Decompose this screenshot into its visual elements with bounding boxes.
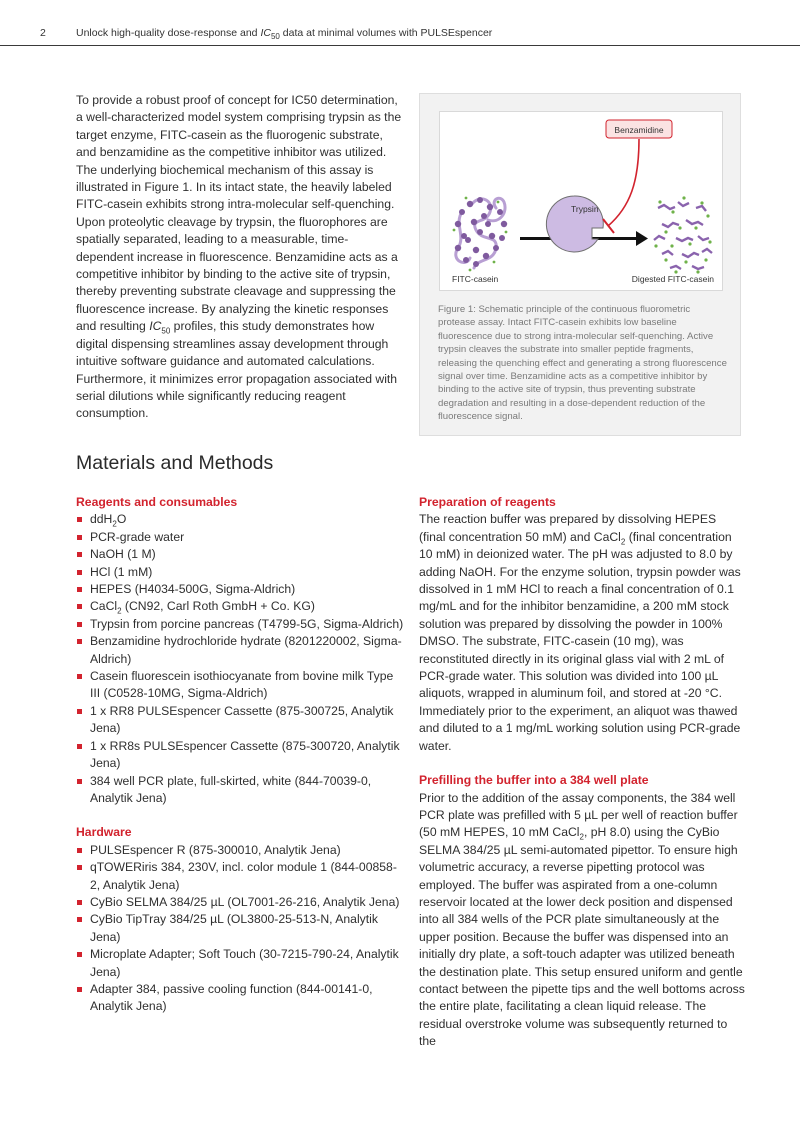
prefill-text-2: , pH 8.0) using the CyBio SELMA 384/25 µL semi-automated pipettor. To ensure high volumetric accuracy, a reverse pipetting protocol was employed. The buffer was aspirated from a one-column reservoir located at the lower deck position and dispensed into all 384 wells of the PCR plate simultaneously at the upper position. Because the buffer was dispensed into an initially dry plate, a soft-touch adapter was utilized beneath the destination plate. This setup ensured uniform and gentle contact between the pipette tips and the well bottoms across the entire plate, facilitating a clean liquid release. The residual overstroke volume was subsequently returned to the	[419, 825, 745, 1049]
list-item-text: HEPES (H4034-500G, Sigma-Aldrich)	[90, 582, 296, 597]
list-item	[76, 842, 406, 859]
list-item-text: CaCl	[90, 599, 118, 614]
list-item-text: Trypsin from porcine pancreas (T4799-5G, Sigma-Aldrich)	[90, 616, 404, 631]
reaction-arrow-head	[636, 231, 648, 246]
header-rule	[0, 45, 800, 46]
list-item-subscript: 2	[117, 606, 122, 616]
intro-ic-sub: 50	[161, 326, 171, 336]
label-substrate: FITC-casein	[452, 274, 499, 284]
list-item-text: qTOWERiris 384, 230V, incl. color module 1 (844-00858-2, Analytik Jena)	[90, 860, 397, 892]
list-item	[76, 911, 406, 946]
page-header	[0, 0, 800, 46]
prefill-paragraph	[419, 790, 745, 1051]
list-item	[76, 738, 406, 773]
list-item	[76, 529, 406, 546]
list-item	[76, 668, 406, 703]
list-item-text: PCR-grade water	[90, 529, 185, 544]
list-item	[76, 616, 406, 633]
list-item-text: HCl (1 mM)	[90, 564, 153, 579]
list-item	[76, 633, 406, 668]
list-item	[76, 581, 406, 598]
list-item	[76, 859, 406, 894]
list-item-text: 1 x RR8s PULSEspencer Cassette (875-300720, Analytik Jena)	[90, 738, 400, 771]
intro-ic: IC	[149, 319, 162, 334]
prep-paragraph	[419, 511, 745, 755]
list-item-text: CyBio SELMA 384/25 µL (OL7001-26-216, Analytik Jena)	[90, 894, 400, 909]
list-item-text: Adapter 384, passive cooling function (844-00141-0, Analytik Jena)	[90, 981, 373, 1014]
spacer	[76, 807, 406, 824]
list-item-text: Microplate Adapter; Soft Touch (30-7215-790-24, Analytik Jena)	[90, 947, 399, 979]
figure-diagram	[439, 111, 723, 291]
left-column	[76, 494, 406, 1016]
prefill-heading: Prefilling the buffer into a 384 well plate	[419, 773, 649, 788]
list-item	[76, 894, 406, 911]
reagents-heading: Reagents and consumables	[76, 495, 238, 509]
header-title-pre: Unlock high-quality dose-response and	[76, 27, 261, 39]
hardware-heading: Hardware	[76, 825, 132, 840]
list-item-text: 1 x RR8 PULSEspencer Cassette (875-300725, Analytik Jena)	[90, 703, 394, 736]
fitc-casein-molecule	[453, 197, 508, 272]
header-title	[76, 27, 493, 42]
label-enzyme: Trypsin	[571, 204, 599, 214]
spacer	[419, 755, 745, 772]
prefill-sub: 2	[579, 832, 584, 842]
right-column	[419, 494, 745, 1051]
list-item	[76, 703, 406, 738]
page-number: 2	[40, 27, 46, 39]
list-item	[76, 981, 406, 1016]
figure-caption: Figure 1: Schematic principle of the continuous fluorometric protease assay. Intact FITC-casein exhibits low baseline fluorescence due to strong intra-molecular self-quenching. Active trypsin cleaves the substrate into smaller peptide fragments, releasing the quenching effect and generating a strong fluorescence signal over time. Benzamidine acts as a competitive inhibitor by binding to the active site of trypsin, thus preventing substrate degradation and resulting in a dose-dependent reduction of the fluorescence signal.	[438, 304, 727, 423]
hardware-list	[76, 842, 406, 1016]
intro-part2: profiles, this study demonstrates how digital dispensing streamlines assay development through intuitive software guidance and automated calculations. Furthermore, it minimizes error propagation associated with serial dilutions while significantly reducing reagent consumption.	[76, 319, 398, 421]
list-item-text-rest: (CN92, Carl Roth GmbH + Co. KG)	[121, 599, 315, 614]
prefill-text-1: Prior to the addition of the assay components, the 384 well PCR plate was prefilled with 5 µL per well of reaction buffer (50 mM HEPES, 10 mM CaCl	[419, 790, 738, 840]
list-item	[76, 946, 406, 981]
prep-sub: 2	[620, 537, 626, 547]
list-item-text: ddH	[90, 512, 113, 527]
list-item	[76, 598, 406, 615]
intro-paragraph	[76, 92, 404, 423]
list-item	[76, 511, 406, 528]
list-item-text: Benzamidine hydrochloride hydrate (8201220002, Sigma-Aldrich)	[90, 634, 402, 666]
list-item-text: NaOH (1 M)	[90, 547, 156, 562]
prep-heading: Preparation of reagents	[419, 495, 556, 509]
list-item	[76, 773, 406, 808]
assay-schematic	[440, 112, 722, 290]
list-item	[76, 564, 406, 581]
reagents-list	[76, 511, 406, 807]
prep-text-1: The reaction buffer was prepared by dissolving HEPES (final concentration 50 mM) and CaCl	[419, 512, 717, 544]
inhibition-line	[608, 139, 639, 226]
digested-fragments	[654, 202, 712, 269]
list-item-text-rest: O	[116, 512, 127, 527]
label-inhibitor: Benzamidine	[614, 125, 664, 135]
section-title: Materials and Methods	[76, 452, 274, 474]
header-title-sub: 50	[270, 32, 280, 42]
list-item-text: PULSEspencer R (875-300010, Analytik Jena)	[90, 842, 341, 857]
header-title-ic: IC	[260, 27, 271, 39]
header-title-post: data at minimal volumes with PULSEspencer	[279, 27, 493, 39]
list-item-text: CyBio TipTray 384/25 µL (OL3800-25-513-N, Analytik Jena)	[90, 912, 378, 944]
prep-text-2: (final concentration 10 mM) in deionized water. The pH was adjusted to 8.0 by adding NaOH. For the enzyme solution, trypsin powder was dissolved in 1 mM HCl to reach a final concentration of 0.1 mg/mL and for the inhibitor benzamidine, a 200 mM stock solution was prepared by dissolving the powder in 100% DMSO. The substrate, FITC-casein (10 mg), was reconstituted directly in its original glass vial with 2 mL of PCR-grade water. This solution was divided into 100 µL aliquots, wrapped in aluminum foil, and stored at -20 °C. Immediately prior to the experiment, an aliquot was thawed and diluted to a 1 mg/mL working solution using PCR-grade water.	[419, 529, 741, 753]
intro-part1: To provide a robust proof of concept for IC50 determination, a well-characterized model system comprising trypsin as the target enzyme, FITC-casein as the fluorogenic substrate, and benzamidine as the competitive inhibitor was utilized. The underlying biochemical mechanism of this assay is illustrated in Figure 1. In its intact state, the heavily labeled FITC-casein exhibits strong intra-molecular self-quenching. Upon proteolytic cleavage by trypsin, the fluorophores are spatially separated, leading to a measurable, time-dependent increase in fluorescence. Benzamidine acts as a competitive inhibitor by binding to the active site of trypsin, thereby preventing substrate cleavage and suppressing the fluorescence increase. By analyzing the kinetic responses and resulting	[76, 93, 402, 334]
figure-1	[419, 93, 741, 436]
list-item-subscript: 2	[112, 519, 117, 529]
label-product: Digested FITC-casein	[631, 274, 714, 284]
list-item-text: Casein fluorescein isothiocyanate from bovine milk Type III (C0528-10MG, Sigma-Aldrich)	[90, 669, 394, 701]
list-item-text: 384 well PCR plate, full-skirted, white (844-70039-0, Analytik Jena)	[90, 773, 372, 805]
list-item	[76, 546, 406, 563]
